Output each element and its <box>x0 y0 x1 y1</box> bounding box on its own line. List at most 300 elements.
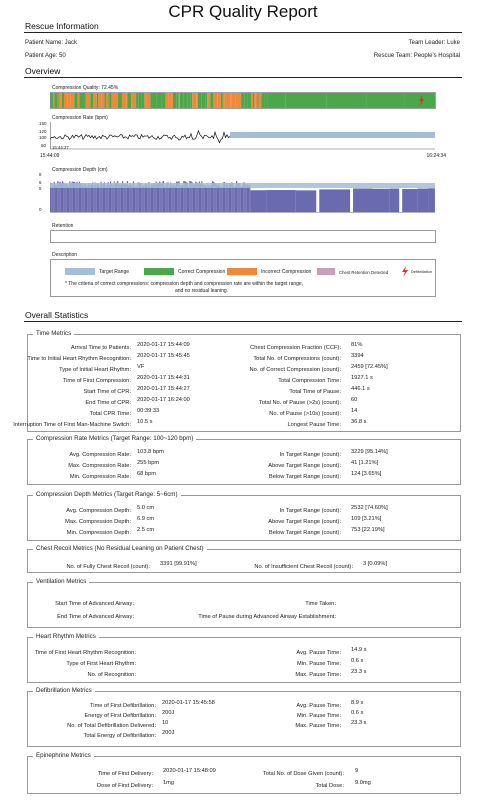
timeRows-right-6-value: 14 <box>351 408 358 414</box>
timeRows-left-5-value: 2020-01-17 16:24:00 <box>137 397 190 403</box>
timeRows-right-0-value: 81% <box>351 342 363 348</box>
quality-segment <box>97 93 99 108</box>
depth-bar <box>222 186 223 212</box>
timeRows-left-7-value: 10.5 s <box>137 419 153 425</box>
quality-segment <box>118 93 122 108</box>
rhythmRows-right-2-key: Max. Pause Time： <box>295 672 345 678</box>
quality-segment <box>183 93 184 108</box>
depthRows-left-2-value: 2.5 cm <box>137 527 155 533</box>
timeRows-right-2-key: No. of Correct Compression (count)： <box>249 367 345 373</box>
depth-bar <box>112 186 113 212</box>
rhythmRows-left-0-key: Time of First Heart Rhythm Recognition： <box>34 650 140 656</box>
quality-segment <box>257 93 258 108</box>
quality-segment <box>112 93 115 108</box>
epi-first-value: 2020-01-17 15:48:09 <box>163 768 216 774</box>
legend-incorrect-swatch <box>227 268 257 275</box>
overall-stats-heading: Overall Statistics <box>25 310 89 320</box>
rhythmRows-right-1-key: Min. Pause Time： <box>296 661 345 667</box>
quality-segment <box>144 93 146 108</box>
depthRows-left-2-key: Min. Compression Depth： <box>66 530 135 536</box>
depth-bar <box>241 187 242 212</box>
depth-bar <box>141 186 142 212</box>
ventilation-metrics-title: Ventilation Metrics <box>33 578 89 585</box>
rhythmRows-right-0-value: 14.9 s <box>351 647 367 653</box>
quality-segment <box>209 93 210 108</box>
quality-segment <box>207 93 209 108</box>
epi-total-value: 9 <box>355 768 359 774</box>
depth-bar <box>142 185 143 212</box>
time-taken-key: Time Taken： <box>305 601 340 607</box>
time-metrics-box <box>13 330 461 432</box>
quality-segment <box>126 93 127 108</box>
ventilation-metrics-box <box>27 578 461 628</box>
depth-bar <box>402 189 417 212</box>
timeRows-right-1-value: 3394 <box>351 353 364 359</box>
quality-segment <box>108 93 109 108</box>
depth-bar <box>247 184 248 212</box>
quality-segment <box>177 93 179 108</box>
quality-segment <box>205 93 207 108</box>
depth-bar <box>66 184 67 212</box>
rhythm-metrics-box <box>27 633 461 683</box>
quality-segment <box>173 93 177 108</box>
overview-rule <box>24 77 462 78</box>
depth-bar <box>353 188 372 212</box>
depth-bar <box>228 186 229 212</box>
depth-bar <box>198 184 199 212</box>
compression-depth-label: Compression Depth (cm) <box>52 167 108 173</box>
quality-segment <box>59 93 62 108</box>
quality-segment <box>198 93 202 108</box>
timeRows-left-6-key: Total CPR Time： <box>89 411 135 417</box>
timeRows-right-3-value: 1927.1 s <box>351 375 373 381</box>
quality-segment <box>230 93 232 108</box>
timeRows-right-3-key: Total Compression Time： <box>278 378 345 384</box>
depth-bar <box>206 187 207 212</box>
depth-bar <box>373 189 390 212</box>
rateRows-right-2-key: Below Target Range (count)： <box>268 474 345 480</box>
overview-heading: Overview <box>25 66 61 76</box>
depth-bar <box>93 186 94 212</box>
timeRows-left-2-value: VF <box>137 364 145 370</box>
depth-bar <box>130 185 131 212</box>
defib-metrics-box <box>27 687 461 747</box>
defibRows-left-3-key: Total Energy of Defibrillation： <box>83 733 160 739</box>
depth-bar <box>266 190 296 212</box>
quality-segment <box>106 93 108 108</box>
depth-bar <box>194 185 195 212</box>
depthRows-left-0-value: 5.0 cm <box>137 505 155 511</box>
depthRows-left-1-value: 6.9 cm <box>137 516 155 522</box>
depth-bar <box>51 187 52 212</box>
rateRows-left-0-value: 103.8 bpm <box>137 449 164 455</box>
quality-segment <box>245 93 247 108</box>
defibRows-left-1-key: Energy of First Defibrillation： <box>84 713 160 719</box>
depth-bar <box>109 185 110 212</box>
depth-bar <box>169 187 170 212</box>
quality-segment <box>185 93 188 108</box>
quality-segment <box>62 93 64 108</box>
depth-bar <box>219 186 220 212</box>
quality-segment <box>57 93 58 108</box>
depth-bar <box>205 185 206 212</box>
depth-bar <box>86 186 87 212</box>
depth-bar <box>225 185 226 212</box>
recoil-insufficient-value: 3 [0.09%] <box>363 561 388 567</box>
quality-segment <box>192 93 197 108</box>
depth-bar <box>246 185 247 212</box>
defibRows-left-0-value: 2020-01-17 15:45:58 <box>162 700 215 706</box>
defibRows-right-2-key: Max. Pause Time： <box>295 723 345 729</box>
retention-label: Retention <box>52 223 74 229</box>
depth-bar <box>154 185 155 212</box>
quality-segment <box>235 93 238 108</box>
depth-bar <box>105 186 106 212</box>
depth-bar <box>136 187 137 212</box>
depth-bar <box>164 187 165 212</box>
defibRows-right-1-key: Min. Pause Time： <box>296 713 345 719</box>
legend-defib-label: Defibrillation <box>411 270 432 274</box>
rateRows-left-0-key: Avg. Compression Rate： <box>69 452 135 458</box>
rhythm-metrics-title: Heart Rhythm Metrics <box>33 633 99 640</box>
epi-tdose-key: Total Dose： <box>315 783 348 789</box>
defibRows-right-0-key: Avg. Pause Time： <box>296 703 345 709</box>
recoil-metrics-box <box>27 545 461 573</box>
quality-segment <box>285 93 326 108</box>
timeRows-right-4-value: 446.1 s <box>351 386 370 392</box>
quality-segment <box>53 93 54 108</box>
rateRows-right-2-value: 124 [3.65%] <box>351 471 382 477</box>
quality-segment <box>101 93 104 108</box>
quality-segment <box>157 93 162 108</box>
quality-segment <box>197 93 198 108</box>
quality-segment <box>131 93 136 108</box>
overall-stats-rule <box>24 321 462 322</box>
depth-bar <box>106 185 107 212</box>
legend-chest-label: Chest Retention Detected <box>339 270 389 275</box>
depthRows-right-1-key: Above Target Range (count)： <box>268 519 345 525</box>
legend-chest-swatch <box>317 268 335 275</box>
rescue-team: Rescue Team: People’s Hospital <box>373 53 460 59</box>
timeRows-left-1-value: 2020-01-17 15:45:45 <box>137 353 190 359</box>
quality-segment <box>247 93 251 108</box>
quality-segment <box>84 93 85 108</box>
quality-segment <box>142 93 145 108</box>
quality-segment <box>223 93 224 108</box>
compression-rate-label: Compression Rate (bpm) <box>52 115 108 121</box>
depth-bar <box>126 184 127 212</box>
quality-segment <box>124 93 127 108</box>
timeRows-left-0-value: 2020-01-17 15:44:09 <box>137 342 190 348</box>
timeRows-right-2-value: 2459 [72.45%] <box>351 364 388 370</box>
compression-depth-chart <box>50 173 436 213</box>
quality-segment <box>261 93 264 108</box>
depth-target-band <box>50 183 435 188</box>
rate-tick-50: 50 <box>41 143 47 148</box>
quality-segment <box>152 93 156 108</box>
quality-segment <box>104 93 106 108</box>
rhythmRows-right-2-value: 23.3 s <box>351 669 367 675</box>
depth-bar <box>182 185 183 212</box>
quality-segment <box>93 93 97 108</box>
quality-segment <box>86 93 91 108</box>
depth-bar <box>147 186 148 212</box>
depth-bar <box>250 190 266 212</box>
rate-line <box>50 131 230 143</box>
recoil-full-value: 3391 [99.91%] <box>160 561 197 567</box>
recoil-metrics-title: Chest Recoil Metrics (No Residual Leaning on Patient Chest) <box>33 545 207 552</box>
depth-tick-6: 6 <box>39 180 42 185</box>
recoil-full-key: No. of Fully Chest Recoil (count)： <box>66 564 154 570</box>
quality-segment <box>224 93 226 108</box>
quality-segment <box>213 93 217 108</box>
rate-metrics-title: Compression Rate Metrics (Target Range: 100~120 bpm) <box>33 435 196 442</box>
defibRows-left-2-key: No. of Total Defibrillation Delivered： <box>67 723 160 729</box>
quality-segment <box>150 93 152 108</box>
patient-name: Patient Name: Jack <box>25 40 78 46</box>
quality-segment <box>90 93 93 108</box>
rhythmRows-right-1-value: 0.6 s <box>351 658 364 664</box>
legend-target-swatch <box>65 268 95 275</box>
depth-bar <box>180 185 181 212</box>
depth-metrics-box <box>27 491 461 541</box>
recoil-insufficient-key: No. of Insufficient Chest Recoil (count)： <box>254 564 357 570</box>
quality-segment <box>68 93 71 108</box>
time-metrics-title: Time Metrics <box>33 330 74 337</box>
quality-segment <box>122 93 124 108</box>
epi-tdose-value: 9.0mg <box>355 780 371 786</box>
quality-segment <box>187 93 190 108</box>
compression-quality-bar <box>50 92 436 109</box>
timeRows-right-0-key: Chest Compression Fraction (CCF)： <box>250 345 345 351</box>
depth-bar <box>220 187 221 212</box>
defibrillation-icon <box>401 266 409 277</box>
quality-segment <box>210 93 213 108</box>
epi-metrics-box <box>27 752 461 794</box>
timeRows-left-5-key: End Time of CPR： <box>85 400 135 406</box>
patient-age: Patient Age: 50 <box>25 53 66 59</box>
depth-bar <box>128 186 129 212</box>
rate-start-time-2: 15:44:27 <box>52 145 69 150</box>
depth-bar <box>134 187 135 212</box>
quality-segment <box>253 93 254 108</box>
legend-target-label: Target Range <box>99 269 130 275</box>
rateRows-right-1-value: 41 [1.21%] <box>351 460 379 466</box>
depth-bar <box>296 190 316 212</box>
legend-box <box>50 259 436 297</box>
quality-segment <box>242 93 245 108</box>
depth-bar <box>172 185 173 212</box>
rate-tick-150: 150 <box>39 121 47 126</box>
airway-pause-key: Time of Pause during Advanced Airway Establishment： <box>198 614 340 620</box>
timeRows-left-1-key: Time to Initial Heart Rhythm Recognition： <box>27 356 135 362</box>
depth-bar <box>181 186 182 212</box>
quality-segment <box>110 93 112 108</box>
depthRows-left-0-key: Avg. Compression Depth： <box>66 508 135 514</box>
rate-end-time: 16:24:34 <box>426 153 446 159</box>
quality-segment <box>139 93 142 108</box>
epi-metrics-title: Epinephrine Metrics <box>33 752 94 759</box>
quality-segment <box>64 93 68 108</box>
quality-segment <box>74 93 77 108</box>
defibRows-left-0-key: Time of First Defibrillation： <box>90 703 160 709</box>
rescue-info-rule <box>24 32 462 33</box>
timeRows-left-0-key: Arrival Time to Patients： <box>70 345 135 351</box>
quality-segment <box>162 93 166 108</box>
defibRows-left-3-value: 200J <box>162 730 175 736</box>
quality-segment <box>169 93 171 108</box>
depth-bar <box>68 187 69 212</box>
depth-bar <box>87 185 88 212</box>
depth-metrics-title: Compression Depth Metrics (Target Range: 5~6cm) <box>33 491 181 498</box>
rate-target-band <box>230 132 435 138</box>
depth-bar <box>428 188 435 212</box>
quality-segment <box>221 93 223 108</box>
depth-bar <box>202 184 203 212</box>
compression-rate-chart <box>50 122 436 150</box>
timeRows-right-7-value: 36.8 s <box>351 419 367 425</box>
depth-bar <box>234 187 235 212</box>
quality-segment <box>226 93 230 108</box>
quality-segment <box>241 93 242 108</box>
rate-start-time: 15:44:09 <box>40 153 60 159</box>
depthRows-right-1-value: 109 [3.21%] <box>351 516 382 522</box>
rateRows-left-1-key: Max. Compression Rate： <box>68 463 135 469</box>
defibRows-left-2-value: 10 <box>162 720 169 726</box>
depth-bar <box>217 186 218 212</box>
quality-segment <box>367 93 405 108</box>
epi-total-key: Total No. of Dose Given (count)： <box>262 771 348 777</box>
quality-segment <box>136 93 139 108</box>
depth-bar <box>90 185 91 212</box>
timeRows-right-1-key: Total No. of Compressions (count)： <box>253 356 345 362</box>
team-leader: Team Leader: Luke <box>408 40 460 46</box>
depthRows-right-2-key: Below Target Range (count)： <box>268 530 345 536</box>
quality-segment <box>79 93 84 108</box>
quality-segment <box>115 93 118 108</box>
timeRows-right-7-key: Longest Pause Time： <box>287 422 345 428</box>
depth-bar <box>64 184 65 212</box>
rhythmRows-left-2-key: No. of Recognition： <box>87 672 140 678</box>
legend-correct-label: Correct Compression <box>178 269 226 275</box>
description-label: Description <box>52 252 78 258</box>
depth-bar <box>210 185 211 212</box>
depth-bar <box>390 189 399 212</box>
defibRows-left-1-value: 200J <box>162 710 175 716</box>
legend-correct-swatch <box>144 268 174 275</box>
depth-bar <box>200 184 201 212</box>
depth-bar <box>120 185 121 212</box>
depth-bar <box>319 189 350 212</box>
quality-segment <box>238 93 241 108</box>
defibRows-right-2-value: 23.3 s <box>351 720 367 726</box>
timeRows-right-5-key: Total No. of Pause (>2s) (count)： <box>258 400 345 406</box>
depth-bar <box>160 184 161 212</box>
defibRows-right-0-value: 8.9 s <box>351 700 364 706</box>
epi-dose-key: Dose of First Delivery： <box>96 783 157 789</box>
quality-segment <box>254 93 255 108</box>
depth-bar <box>91 184 92 212</box>
quality-segment <box>98 93 101 108</box>
quality-segment <box>326 93 367 108</box>
depth-bar <box>102 184 103 212</box>
depth-bar <box>96 185 97 212</box>
depthRows-left-1-key: Max. Compression Depth： <box>65 519 135 525</box>
quality-segment <box>191 93 193 108</box>
depth-bar <box>417 189 428 212</box>
depth-bar <box>175 186 176 212</box>
depth-tick-0: 0 <box>39 207 42 212</box>
timeRows-left-6-value: 00:39:33 <box>137 408 160 414</box>
defib-metrics-title: Defibrillation Metrics <box>33 687 95 694</box>
timeRows-left-4-key: Start Time of CPR： <box>83 389 135 395</box>
rateRows-left-1-value: 255 bpm <box>137 460 160 466</box>
quality-segment <box>78 93 80 108</box>
depth-bar <box>242 186 243 212</box>
depth-bar <box>193 184 194 212</box>
epi-dose-value: 1mg <box>163 780 175 786</box>
retention-bar <box>50 230 436 243</box>
depthRows-right-0-key: In Target Range (count)： <box>279 508 345 514</box>
rate-tick-120: 120 <box>39 129 47 134</box>
depth-bar <box>171 185 172 212</box>
rhythmRows-right-0-key: Avg. Pause Time： <box>296 650 345 656</box>
quality-segment <box>179 93 180 108</box>
quality-segment <box>256 93 258 108</box>
depth-bar <box>249 184 250 212</box>
quality-segment <box>251 93 253 108</box>
depth-bar <box>188 187 189 212</box>
depth-bar <box>204 185 205 212</box>
epi-first-key: Time of First Delivery： <box>97 771 157 777</box>
depth-bar <box>123 184 124 212</box>
depth-bar <box>85 184 86 212</box>
depth-bar <box>248 186 249 212</box>
depth-bar <box>56 185 57 212</box>
depthRows-right-2-value: 753 [22.19%] <box>351 527 385 533</box>
depth-bar <box>82 186 83 212</box>
quality-segment <box>268 93 286 108</box>
rateRows-right-1-key: Above Target Range (count)： <box>268 463 345 469</box>
rhythmRows-left-1-key: Type of First Heart Rhythm： <box>66 661 140 667</box>
depth-bar <box>132 186 133 212</box>
airway-start-key: Start Time of Advanced Airway： <box>55 601 138 607</box>
rateRows-left-2-value: 68 bpm <box>137 471 156 477</box>
depth-bar <box>235 187 236 212</box>
rescue-info-heading: Rescue Information <box>25 21 99 31</box>
timeRows-left-4-value: 2020-01-17 15:44:27 <box>137 386 190 392</box>
quality-segment <box>166 93 169 108</box>
timeRows-right-5-value: 60 <box>351 397 358 403</box>
depth-bar <box>99 186 100 212</box>
legend-note-2: and no residual leaning. <box>175 288 229 294</box>
quality-segment <box>218 93 221 108</box>
depth-bar <box>165 185 166 212</box>
legend-incorrect-label: Incorrect Compression <box>261 269 312 275</box>
depth-bar <box>144 186 145 212</box>
quality-segment <box>71 93 75 108</box>
depth-bar <box>151 184 152 212</box>
depth-bar <box>55 185 56 212</box>
depth-tick-5: 5 <box>39 186 42 191</box>
defibRows-right-1-value: 0.6 s <box>351 710 364 716</box>
depth-bar <box>216 184 217 212</box>
compression-quality-label: Compression Quality: 72.45% <box>52 85 119 91</box>
timeRows-left-7-key: Interruption Time of First Man-Machine Switch： <box>13 422 135 428</box>
depth-bar <box>135 186 136 212</box>
depth-bar <box>150 186 151 212</box>
rateRows-right-0-value: 3229 [95.14%] <box>351 449 388 455</box>
